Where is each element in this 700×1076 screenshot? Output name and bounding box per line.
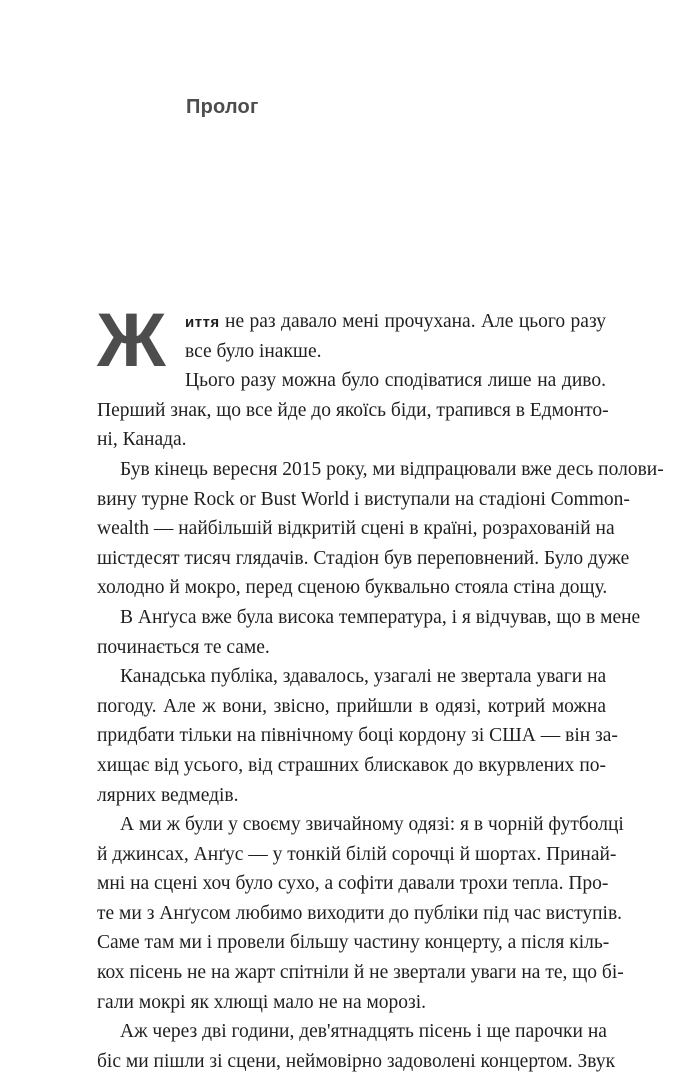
text-line: погоду. Але ж вони, звісно, прийшли в одязі, котрий можна xyxy=(97,695,606,717)
text-line xyxy=(97,307,606,337)
text-line: хищає від усього, від страшних блискавок до вкурвлених по- xyxy=(97,754,606,776)
chapter-title: Пролог xyxy=(186,96,259,118)
text-line: все було інакше. xyxy=(185,340,322,362)
text-line: лярних ведмедів. xyxy=(97,784,239,806)
text-line: вину турне Rock or Bust World і виступали на стадіоні Common- xyxy=(97,488,630,510)
text-line: Саме там ми і провели більшу частину концерту, а після кіль- xyxy=(97,932,610,954)
text-line: мні на сцені хоч було сухо, а софіти давали трохи тепла. Про- xyxy=(97,873,609,895)
text-line-content: не раз давало мені прочухана. Але цього разу xyxy=(219,311,606,332)
text-line: Цього разу можна було сподіватися лише на диво. xyxy=(185,370,606,392)
text-line: холодно й мокро, перед сценою буквально стояла стіна дощу. xyxy=(97,577,608,599)
text-line: wealth — найбільшій відкритій сцені в країні, розрахованій на xyxy=(97,518,615,540)
lead-word: иття xyxy=(185,314,220,331)
drop-cap: Ж xyxy=(97,298,166,383)
text-line: гали мокрі як хлющі мало не на морозі. xyxy=(97,991,427,1013)
text-line: біс ми пішли зі сцени, неймовірно задоволені концертом. Звук xyxy=(97,1050,616,1072)
text-line: шістдесят тисяч глядачів. Стадіон був переповнений. Було дуже xyxy=(97,547,630,569)
text-line: кох пісень не на жарт спітніли й не звертали уваги на те, що бі- xyxy=(97,962,624,984)
text-line: й джинсах, Анґус — у тонкій білій сорочці й шортах. Принай- xyxy=(97,843,617,865)
text-line: ні, Канада. xyxy=(97,429,187,451)
text-line: А ми ж були у своєму звичайному одязі: я в чорній футболці xyxy=(120,814,624,836)
text-line: Перший знак, що все йде до якоїсь біди, трапився в Едмонто- xyxy=(97,399,609,421)
text-line: починається те саме. xyxy=(97,636,270,658)
text-line: придбати тільки на північному боці кордону зі США — він за- xyxy=(97,725,618,747)
text-line: В Анґуса вже була висока температура, і я відчував, що в мене xyxy=(120,606,641,628)
body-text xyxy=(97,298,664,1076)
text-line: Аж через дві години, дев'ятнадцять пісень і ще парочки на xyxy=(120,1021,607,1043)
text-line: те ми з Анґусом любимо виходити до публіки під час виступів. xyxy=(97,902,623,924)
text-line: Був кінець вересня 2015 року, ми відпрацювали вже десь полови- xyxy=(120,458,664,480)
text-line: Канадська публіка, здавалось, узагалі не звертала уваги на xyxy=(120,666,607,688)
